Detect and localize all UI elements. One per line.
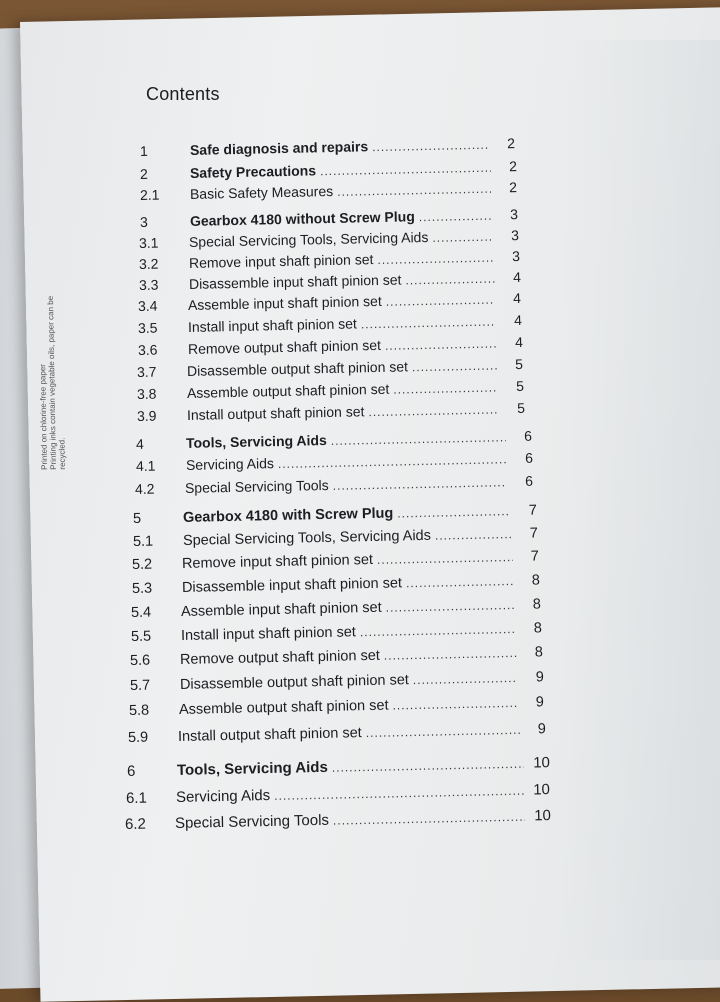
toc-entry-page-number: 5: [514, 355, 524, 373]
dot-leader: [372, 138, 489, 154]
dot-leader: [377, 251, 494, 267]
toc-entry-title: Assemble output shaft pinion set: [178, 697, 389, 718]
toc-entry: [138, 334, 523, 358]
toc-entry-number: 5.9: [127, 729, 149, 746]
dot-leader: [361, 315, 496, 332]
toc-entry-number: 3.7: [136, 363, 157, 380]
toc-entry-number: 5.6: [129, 652, 151, 669]
paper-notice-line: Printed on chlorine-free paper: [38, 364, 49, 470]
toc-entry-page-number: 2: [506, 135, 516, 152]
toc-entry-number: 3.2: [138, 255, 159, 272]
toc-entry-number: 3.9: [136, 407, 157, 424]
toc-entry-page-number: 6: [524, 449, 534, 466]
toc-entry: [139, 248, 520, 272]
toc-entry-title: Assemble input shaft pinion set: [187, 292, 382, 313]
toc-entry-title: Gearbox 4180 with Screw Plug: [182, 505, 394, 526]
dot-leader: [405, 272, 495, 288]
toc-entry-number: 3.6: [137, 341, 158, 358]
dot-leader: [406, 574, 514, 590]
toc-entry: [137, 378, 524, 402]
toc-entry-number: 4: [135, 435, 144, 452]
toc-entry-page-number: 2: [508, 158, 518, 175]
toc-entry: [131, 620, 542, 645]
toc-entry: [132, 548, 539, 573]
toc-entry: [138, 312, 522, 336]
dot-leader: [332, 757, 524, 775]
dot-leader: [386, 293, 495, 309]
toc-entry-title: Servicing Aids: [185, 455, 275, 473]
toc-entry-page-number: 9: [535, 669, 545, 686]
toc-entry-title: Install input shaft pinion set: [180, 624, 357, 644]
toc-entry-number: 5.4: [130, 604, 152, 621]
dot-leader: [413, 671, 518, 687]
toc-entry-page-number: 4: [513, 311, 523, 329]
toc-entry-title: Assemble input shaft pinion set: [180, 599, 382, 620]
toc-entry-title: Special Servicing Tools: [174, 811, 330, 832]
dot-leader: [368, 402, 499, 419]
dot-leader: [435, 527, 512, 543]
toc-entry-number: 4.2: [134, 480, 155, 497]
toc-entry: [137, 356, 523, 380]
toc-entry: [140, 179, 517, 203]
toc-entry-page-number: 10: [533, 754, 551, 772]
dot-leader: [412, 358, 497, 374]
toc-entry-page-number: 5: [516, 399, 526, 417]
dot-leader: [377, 550, 513, 567]
toc-entry-page-number: 8: [534, 644, 544, 661]
toc-entry: [137, 400, 525, 424]
toc-entry: [125, 807, 551, 833]
toc-entry-title: Install output shaft pinion set: [177, 725, 362, 745]
toc-entry: [136, 428, 532, 452]
toc-entry-page-number: 9: [537, 721, 547, 738]
toc-entry-page-number: 3: [510, 227, 520, 244]
toc-entry-title: Gearbox 4180 without Screw Plug: [189, 208, 415, 229]
toc-entry-page-number: 3: [509, 206, 519, 223]
dot-leader: [385, 336, 497, 352]
toc-entry-number: 3.5: [137, 319, 158, 336]
dot-leader: [274, 784, 524, 803]
toc-entry-page-number: 6: [523, 427, 533, 444]
paper-notice-line: recycled.: [57, 437, 67, 470]
toc-entry-number: 5.8: [128, 702, 150, 719]
toc-entry: [130, 644, 543, 669]
toc-entry: [135, 473, 533, 497]
toc-entry-page-number: 7: [528, 502, 538, 519]
toc-entry-number: 5.3: [131, 580, 153, 597]
toc-entry: [139, 227, 519, 251]
toc-entry-title: Remove output shaft pinion set: [187, 336, 382, 357]
toc-entry-number: 2.1: [139, 186, 160, 203]
toc-entry-number: 3.8: [136, 385, 157, 402]
toc-entry: [126, 781, 550, 807]
toc-entry: [138, 290, 521, 314]
toc-entry-page-number: 4: [514, 333, 524, 351]
toc-entry-title: Remove input shaft pinion set: [181, 551, 374, 572]
dot-leader: [331, 430, 506, 448]
dot-leader: [386, 598, 516, 615]
toc-entry-title: Remove input shaft pinion set: [188, 251, 374, 271]
toc-entry-page-number: 3: [511, 248, 521, 265]
toc-entry: [136, 450, 533, 474]
toc-entry-title: Disassemble output shaft pinion set: [179, 672, 410, 693]
toc-entry-title: Safety Precautions: [189, 162, 317, 181]
toc-entry-number: 5.2: [131, 556, 153, 573]
toc-entry-page-number: 10: [534, 807, 552, 825]
toc-entry: [130, 669, 544, 694]
toc-entry-title: Basic Safety Measures: [189, 182, 334, 202]
toc-entry-title: Assemble output shaft pinion set: [186, 380, 390, 401]
toc-entry-page-number: 8: [533, 620, 543, 637]
toc-entry-title: Disassemble input shaft pinion set: [181, 575, 403, 596]
toc-entry-number: 5: [132, 510, 142, 527]
contents-title: Contents: [146, 84, 220, 104]
toc-entry-page-number: 4: [512, 289, 522, 307]
toc-entry-title: Safe diagnosis and repairs: [189, 138, 369, 158]
toc-entry-number: 6.2: [124, 815, 147, 833]
toc-entry: [132, 572, 540, 597]
toc-entry: [129, 694, 544, 719]
toc-entry-title: Disassemble output shaft pinion set: [186, 358, 409, 379]
toc-entry: [139, 269, 521, 293]
toc-entry-number: 3.3: [138, 276, 159, 293]
toc-entry: [140, 158, 517, 182]
dot-leader: [333, 475, 508, 493]
dot-leader: [397, 504, 511, 520]
dot-leader: [366, 723, 520, 740]
dot-leader: [320, 161, 491, 179]
dot-leader: [278, 452, 507, 471]
toc-entry-number: 4.1: [135, 457, 156, 474]
toc-entry-title: Special Servicing Tools, Servicing Aids: [188, 228, 429, 250]
toc-entry: [133, 526, 538, 550]
toc-entry-page-number: 4: [512, 269, 522, 286]
toc-entry: [127, 754, 550, 780]
toc-entry-page-number: 7: [529, 525, 539, 542]
dot-leader: [337, 182, 491, 199]
toc-entry-number: 1: [139, 142, 148, 159]
toc-entry-number: 6: [126, 762, 136, 780]
toc-entry-page-number: 5: [515, 377, 525, 395]
toc-entry-page-number: 8: [531, 572, 541, 589]
dot-leader: [432, 230, 493, 245]
toc-entry-number: 5.5: [130, 628, 152, 645]
dot-leader: [360, 622, 516, 639]
toc-entry-number: 2: [139, 165, 148, 182]
toc-entry-title: Disassemble input shaft pinion set: [188, 271, 402, 292]
dot-leader: [333, 810, 525, 828]
toc-entry-page-number: 10: [533, 781, 551, 799]
toc-entry-title: Remove output shaft pinion set: [179, 647, 381, 668]
toc-entry-title: Special Servicing Tools: [184, 476, 329, 496]
toc-entry-title: Tools, Servicing Aids: [176, 758, 329, 779]
toc-entry-page-number: 9: [535, 694, 545, 711]
toc-entry-title: Special Servicing Tools, Servicing Aids: [182, 527, 432, 549]
dot-leader: [419, 209, 492, 225]
toc-entry-number: 3.1: [138, 234, 159, 251]
toc-entry-number: 3.4: [137, 297, 158, 314]
toc-entry: [128, 721, 546, 746]
paper-notice-line: Printing inks contain vegetable oils, paper can be: [45, 295, 58, 470]
dot-leader: [393, 380, 498, 396]
toc-entry-title: Install output shaft pinion set: [186, 403, 365, 423]
toc-entry-number: 5.7: [129, 677, 151, 694]
toc-entry-page-number: 8: [532, 596, 542, 613]
toc-entry-title: Servicing Aids: [175, 786, 271, 806]
toc-entry: [131, 596, 541, 621]
toc-entry-number: 6.1: [125, 789, 148, 807]
dot-leader: [384, 646, 517, 663]
toc-entry-title: Install input shaft pinion set: [187, 315, 358, 335]
dot-leader: [392, 696, 518, 713]
toc-entry-number: 3: [139, 213, 148, 230]
toc-entry-title: Tools, Servicing Aids: [185, 432, 327, 451]
toc-entry: [140, 135, 515, 159]
toc-entry-page-number: 7: [530, 548, 540, 565]
toc-entry-page-number: 2: [508, 179, 518, 196]
toc-entry-number: 5.1: [132, 533, 154, 550]
toc-entry-page-number: 6: [524, 472, 534, 489]
toc-entry: [133, 503, 537, 527]
toc-entry: [140, 206, 518, 230]
